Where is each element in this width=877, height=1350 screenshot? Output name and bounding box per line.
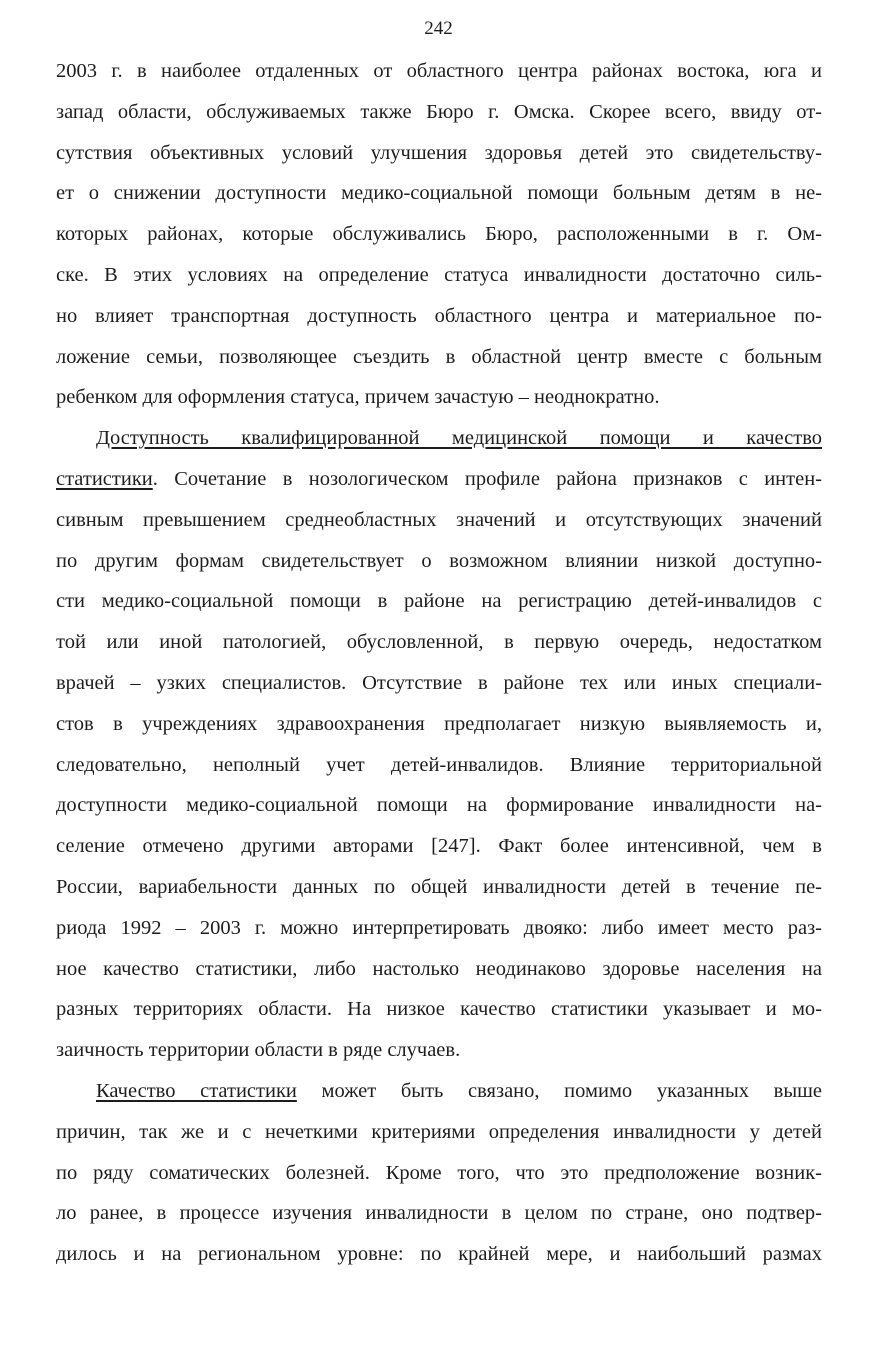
text-line: той или иной патологией, обусловленной, в первую очередь, недостатком xyxy=(56,631,822,654)
section-heading: Качество статистики xyxy=(96,1079,297,1102)
text-line: но влияет транспортная доступность областного центра и материальное по- xyxy=(56,304,822,327)
text-line: доступности медико-социальной помощи на формирование инвалидности на- xyxy=(56,794,822,817)
text-line: дилось и на региональном уровне: по крайней мере, и наибольший размах xyxy=(56,1243,822,1266)
text-line: следовательно, неполный учет детей-инвалидов. Влияние территориальной xyxy=(56,753,822,776)
text-line: запад области, обслуживаемых также Бюро г. Омска. Скорее всего, ввиду от- xyxy=(56,100,822,123)
text-line: сивным превышением среднеобластных значений и отсутствующих значений xyxy=(56,508,822,531)
text-line xyxy=(56,464,822,505)
text-line: 2003 г. в наиболее отдаленных от областного центра районах востока, юга и xyxy=(56,60,822,82)
section-heading: статистики xyxy=(56,467,153,490)
page-number: 242 xyxy=(424,18,453,39)
text-line: по другим формам свидетельствует о возможном влиянии низкой доступно- xyxy=(56,549,822,572)
text-run: может быть связано, помимо указанных выше xyxy=(296,1079,822,1102)
text-line: сутствия объективных условий улучшения здоровья детей это свидетельству- xyxy=(56,141,822,164)
text-line: которых районах, которые обслуживались Бюро, расположенными в г. Ом- xyxy=(56,223,822,246)
text-line: причин, так же и с нечеткими критериями определения инвалидности у детей xyxy=(56,1120,822,1143)
text-line: сти медико-социальной помощи в районе на регистрацию детей-инвалидов с xyxy=(56,590,822,613)
text-line: по ряду соматических болезней. Кроме того, что это предположение возник- xyxy=(56,1161,822,1184)
text-line: ребенком для оформления статуса, причем зачастую – неоднократно. xyxy=(56,386,660,409)
text-line: врачей – узких специалистов. Отсутствие в районе тех или иных специали- xyxy=(56,671,822,694)
text-line xyxy=(56,1076,822,1117)
section-heading: Доступность квалифицированной медицинской помощи и качество xyxy=(96,427,822,450)
page-text xyxy=(56,56,822,1280)
text-line: ложение семьи, позволяющее съездить в областной центр вместе с больным xyxy=(56,345,822,368)
text-line: ет о снижении доступности медико-социальной помощи больным детям в не- xyxy=(56,182,822,205)
text-line: стов в учреждениях здравоохранения предполагает низкую выявляемость и, xyxy=(56,712,822,735)
text-run: . Сочетание в нозологическом профиле района признаков с интен- xyxy=(152,467,822,490)
text-line: ное качество статистики, либо настолько неодинаково здоровье населения на xyxy=(56,957,822,980)
text-line xyxy=(56,423,822,464)
paragraph-1 xyxy=(56,56,822,423)
text-line: заичность территории области в ряде случаев. xyxy=(56,1039,461,1062)
text-line: ло ранее, в процессе изучения инвалидности в целом по стране, оно подтвер- xyxy=(56,1202,822,1225)
text-line: России, вариабельности данных по общей инвалидности детей в течение пе- xyxy=(56,875,822,898)
text-line: риода 1992 – 2003 г. можно интерпретировать двояко: либо имеет место раз- xyxy=(56,916,822,939)
paragraph-3 xyxy=(56,1076,822,1280)
paragraph-2 xyxy=(56,423,822,1076)
text-line: селение отмечено другими авторами [247]. Факт более интенсивной, чем в xyxy=(56,835,822,858)
text-line: ске. В этих условиях на определение статуса инвалидности достаточно силь- xyxy=(56,263,822,286)
text-line: разных территориях области. На низкое качество статистики указывает и мо- xyxy=(56,998,822,1021)
